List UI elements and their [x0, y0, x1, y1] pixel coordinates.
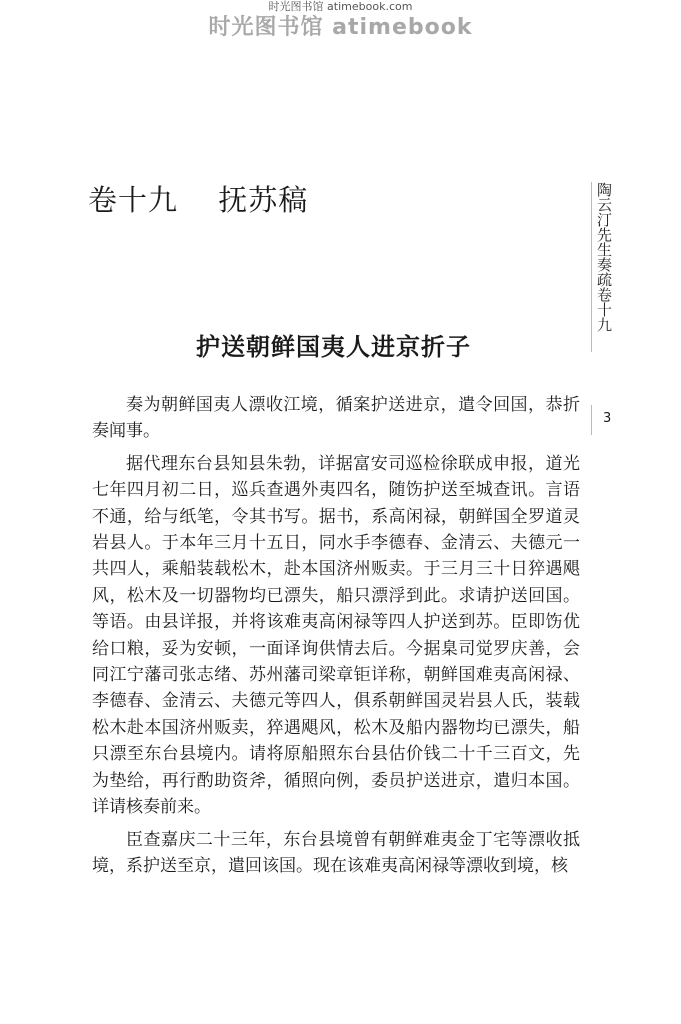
- chapter-title: 卷十九 抚苏稿: [88, 183, 309, 217]
- paragraph: 臣查嘉庆二十三年，东台县境曾有朝鲜难夷金丁宅等漂收抵境，系护送至京，遣回该国。现在该难夷高闲禄等漂收到境，核: [92, 829, 580, 876]
- section-title: 护送朝鲜国夷人进京折子: [196, 333, 471, 361]
- margin-rule-lower: [591, 405, 592, 435]
- paragraph: 奏为朝鲜国夷人漂收江境，循案护送进京，遣令回国，恭折奏闻事。: [92, 395, 580, 442]
- watermark-small: 时光图书馆 atimebook.com: [268, 0, 413, 13]
- running-head: 陶云汀先生奏疏卷十九: [595, 182, 613, 332]
- page-number: 3: [603, 411, 612, 426]
- watermark-large: 时光图书馆 atimebook: [208, 15, 473, 40]
- body-text: [92, 392, 580, 885]
- margin-rule-upper: [591, 182, 592, 352]
- paragraph: 据代理东台县知县朱勃，详据富安司巡检徐联成申报，道光七年四月初二日，巡兵查遇外夷四名，随饬护送至城查讯。言语不通，给与纸笔，令其书写。据书，系高闲禄，朝鲜国全罗道灵岩县人。于本年三月十五日，同水手李德春、金清云、夫德元一共四人，乘船装载松木，赴本国济州贩卖。于三月三十日猝遇飓风，松木及一切器物均已漂失，船只漂浮到此。求请护送回国。等语。由县详报，并将该难夷高闲禄等四人护送到苏。臣即饬优给口粮，妥为安顿，一面译询供情去后。今据臬司觉罗庆善，会同江宁藩司张志绪、苏州藩司梁章钜详称，朝鲜国难夷高闲禄、李德春、金清云、夫德元等四人，俱系朝鲜国灵岩县人氏，装载松木赴本国济州贩卖，猝遇飓风，松木及船内器物均已漂失，船只漂至东台县境内。请将原船照东台县估价钱二十千三百文，先为垫给，再行酌助资斧，循照向例，委员护送进京，遣归本国。详请核奏前来。: [92, 453, 580, 818]
